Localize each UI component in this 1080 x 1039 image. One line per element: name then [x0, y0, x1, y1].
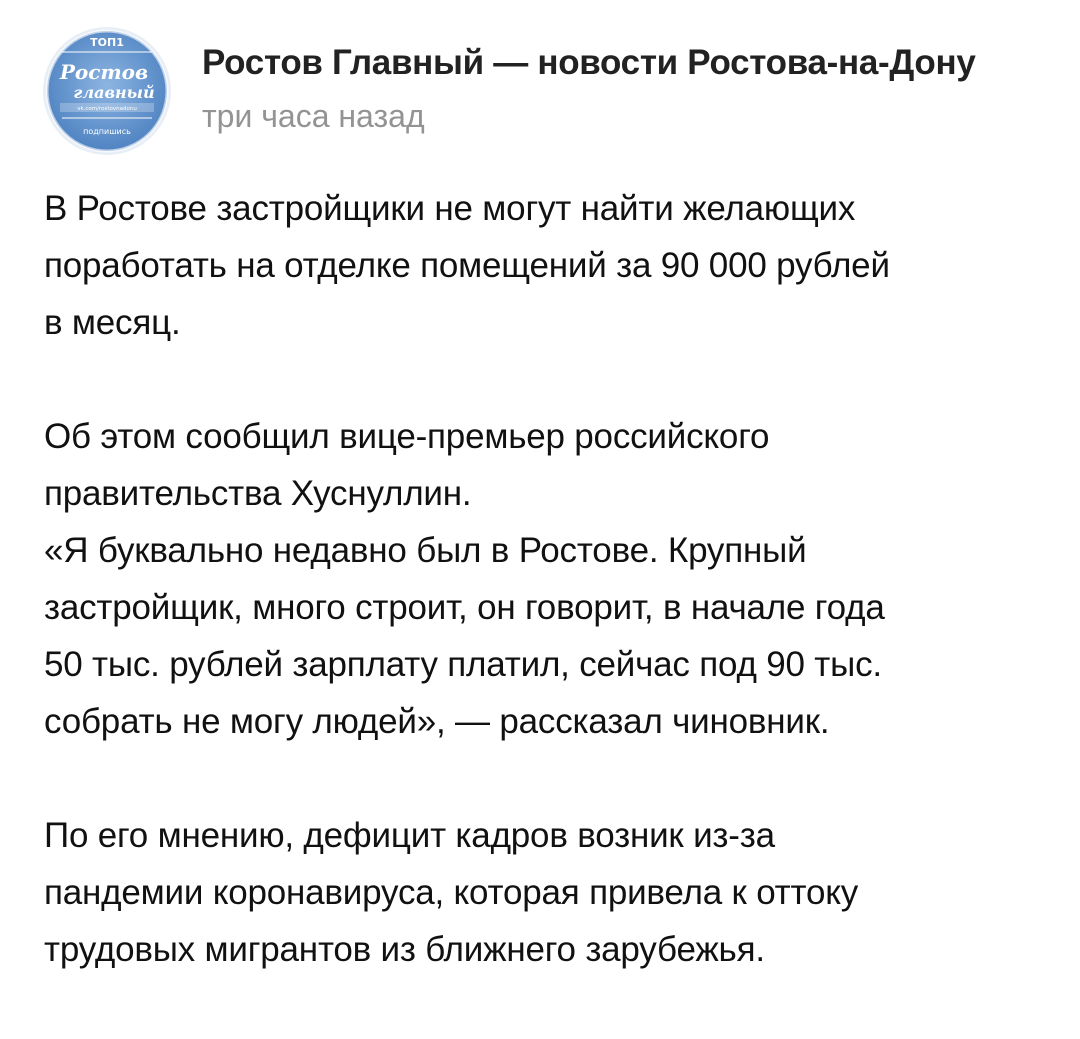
text-line: В Ростове застройщики не могут найти желающих	[44, 189, 856, 228]
paragraph-spacer	[44, 750, 1044, 807]
post-timestamp[interactable]: три часа назад	[202, 98, 425, 134]
avatar-subscribe-text: подпишись	[83, 127, 131, 136]
paragraph-spacer	[44, 351, 1044, 408]
avatar-logo-line2: главный	[73, 83, 155, 102]
text-line: застройщик, много строит, он говорит, в начале года	[44, 588, 885, 627]
community-avatar[interactable]	[42, 26, 172, 156]
text-line: Об этом сообщил вице-премьер российского	[44, 417, 770, 456]
text-line: пандемии коронавируса, которая привела к оттоку	[44, 873, 859, 912]
avatar-badge-text: ТОП1	[90, 36, 124, 49]
text-line: трудовых мигрантов из ближнего зарубежья.	[44, 930, 765, 969]
paragraph-1	[44, 180, 1044, 351]
paragraph-3	[44, 807, 1044, 978]
text-line: в месяц.	[44, 303, 181, 342]
community-name[interactable]: Ростов Главный — новости Ростова-на-Дону	[202, 43, 976, 82]
avatar-logo-icon	[42, 26, 172, 156]
text-line: По его мнению, дефицит кадров возник из-за	[44, 816, 775, 855]
avatar-logo-line1: Ростов	[59, 60, 149, 84]
text-line: правительства Хуснуллин.	[44, 474, 472, 513]
paragraph-2	[44, 408, 1044, 750]
text-line: «Я буквально недавно был в Ростове. Крупный	[44, 531, 807, 570]
avatar-url-text: vk.com/rostovnadonu	[77, 106, 137, 112]
post-header	[42, 26, 1042, 156]
text-line: поработать на отделке помещений за 90 000 рублей	[44, 246, 890, 285]
post-text	[44, 180, 1044, 978]
text-line: собрать не могу людей», — рассказал чиновник.	[44, 702, 830, 741]
text-line: 50 тыс. рублей зарплату платил, сейчас под 90 тыс.	[44, 645, 882, 684]
